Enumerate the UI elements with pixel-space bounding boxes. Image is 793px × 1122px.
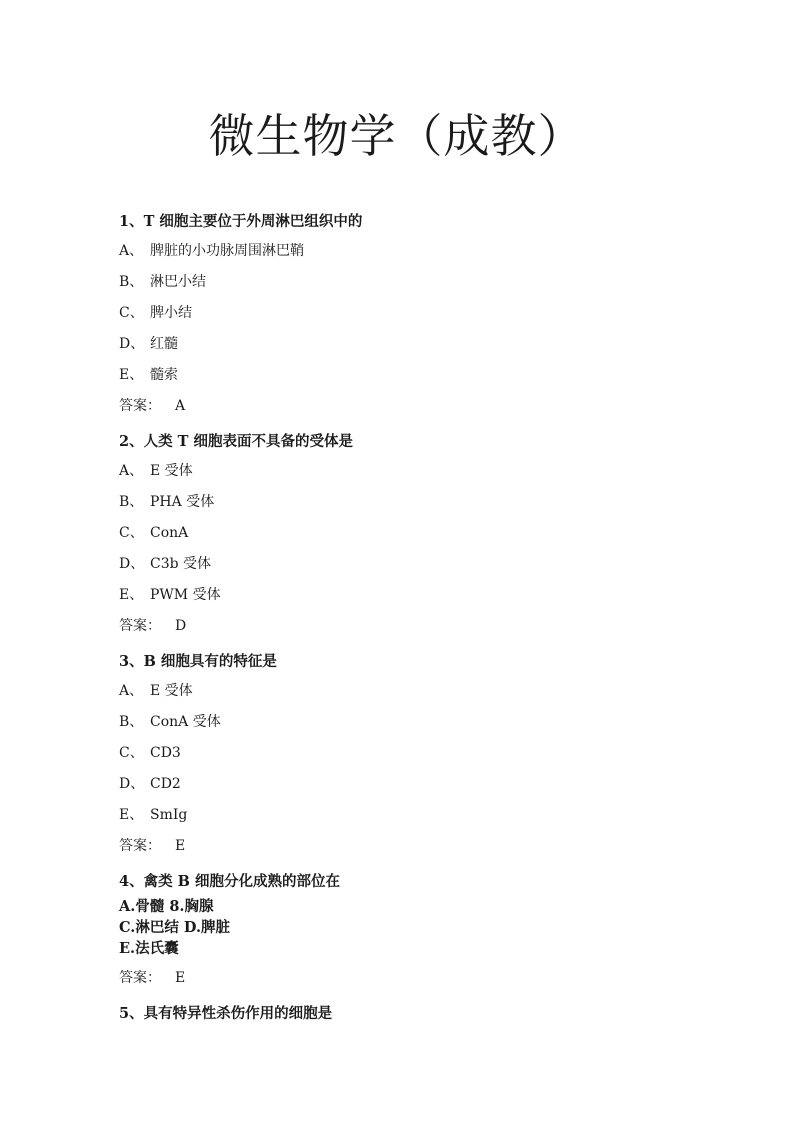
question-2 <box>119 428 719 642</box>
option-text: 淋巴小结 <box>150 274 206 290</box>
question-title: 2、人类 T 细胞表面不具备的受体是 <box>119 433 353 450</box>
option-text: C3b 受体 <box>150 556 212 572</box>
option-c <box>119 518 719 549</box>
option-letter: D、 <box>119 556 145 572</box>
answer-label: 答案： <box>119 618 161 634</box>
option-letter: E、 <box>119 807 144 823</box>
answer-value: E <box>175 838 186 854</box>
option-a <box>119 236 719 267</box>
option-text: ConA 受体 <box>150 714 221 730</box>
answer-value: D <box>175 618 187 634</box>
question-4 <box>119 868 719 994</box>
option-text: E 受体 <box>150 463 193 479</box>
option-text: SmIg <box>150 807 188 823</box>
answer-label: 答案： <box>119 970 161 986</box>
option-b <box>119 487 719 518</box>
option-text: 红髓 <box>150 336 178 352</box>
question-3 <box>119 648 719 862</box>
answer-value: E <box>175 970 186 986</box>
question-list <box>119 208 719 1028</box>
answer-label: 答案： <box>119 398 161 414</box>
question-title: 1、T 细胞主要位于外周淋巴组织中的 <box>119 213 363 230</box>
option-c <box>119 738 719 769</box>
option-text: 脾小结 <box>150 305 192 321</box>
inline-options <box>119 896 719 959</box>
option-d <box>119 329 719 360</box>
answer-line <box>119 831 719 862</box>
option-a <box>119 456 719 487</box>
option-letter: D、 <box>119 336 145 352</box>
option-letter: B、 <box>119 274 144 290</box>
option-letter: A、 <box>119 683 144 699</box>
option-e <box>119 580 719 611</box>
option-c <box>119 298 719 329</box>
option-a <box>119 676 719 707</box>
inline-option-line: A.骨髓 8.胸腺 <box>119 898 214 915</box>
option-letter: A、 <box>119 463 144 479</box>
option-text: CD3 <box>150 745 181 761</box>
question-title: 3、B 细胞具有的特征是 <box>119 653 277 670</box>
question-title: 4、禽类 B 细胞分化成熟的部位在 <box>119 873 340 890</box>
option-letter: D、 <box>119 776 145 792</box>
question-title: 5、具有特异性杀伤作用的细胞是 <box>119 1005 333 1022</box>
option-e <box>119 800 719 831</box>
option-text: 脾脏的小功脉周围淋巴鞘 <box>150 243 304 259</box>
question-5 <box>119 1000 719 1028</box>
option-text: 髓索 <box>150 367 178 383</box>
option-b <box>119 707 719 738</box>
option-letter: C、 <box>119 525 144 541</box>
option-b <box>119 267 719 298</box>
answer-label: 答案： <box>119 838 161 854</box>
option-text: PHA 受体 <box>150 494 215 510</box>
option-d <box>119 769 719 800</box>
answer-line <box>119 963 719 994</box>
page-title: 微生物学（成教） <box>208 109 585 163</box>
question-1 <box>119 208 719 422</box>
option-text: CD2 <box>150 776 181 792</box>
option-text: ConA <box>150 525 189 541</box>
answer-line <box>119 391 719 422</box>
option-d <box>119 549 719 580</box>
inline-option-line: E.法氏囊 <box>119 940 179 957</box>
option-text: E 受体 <box>150 683 193 699</box>
answer-line <box>119 611 719 642</box>
answer-value: A <box>175 398 186 414</box>
option-letter: E、 <box>119 367 144 383</box>
option-letter: C、 <box>119 745 144 761</box>
option-text: PWM 受体 <box>150 587 221 603</box>
option-letter: B、 <box>119 714 144 730</box>
option-letter: C、 <box>119 305 144 321</box>
option-letter: B、 <box>119 494 144 510</box>
inline-option-line: C.淋巴结 D.脾脏 <box>119 919 230 936</box>
option-e <box>119 360 719 391</box>
option-letter: A、 <box>119 243 144 259</box>
option-letter: E、 <box>119 587 144 603</box>
